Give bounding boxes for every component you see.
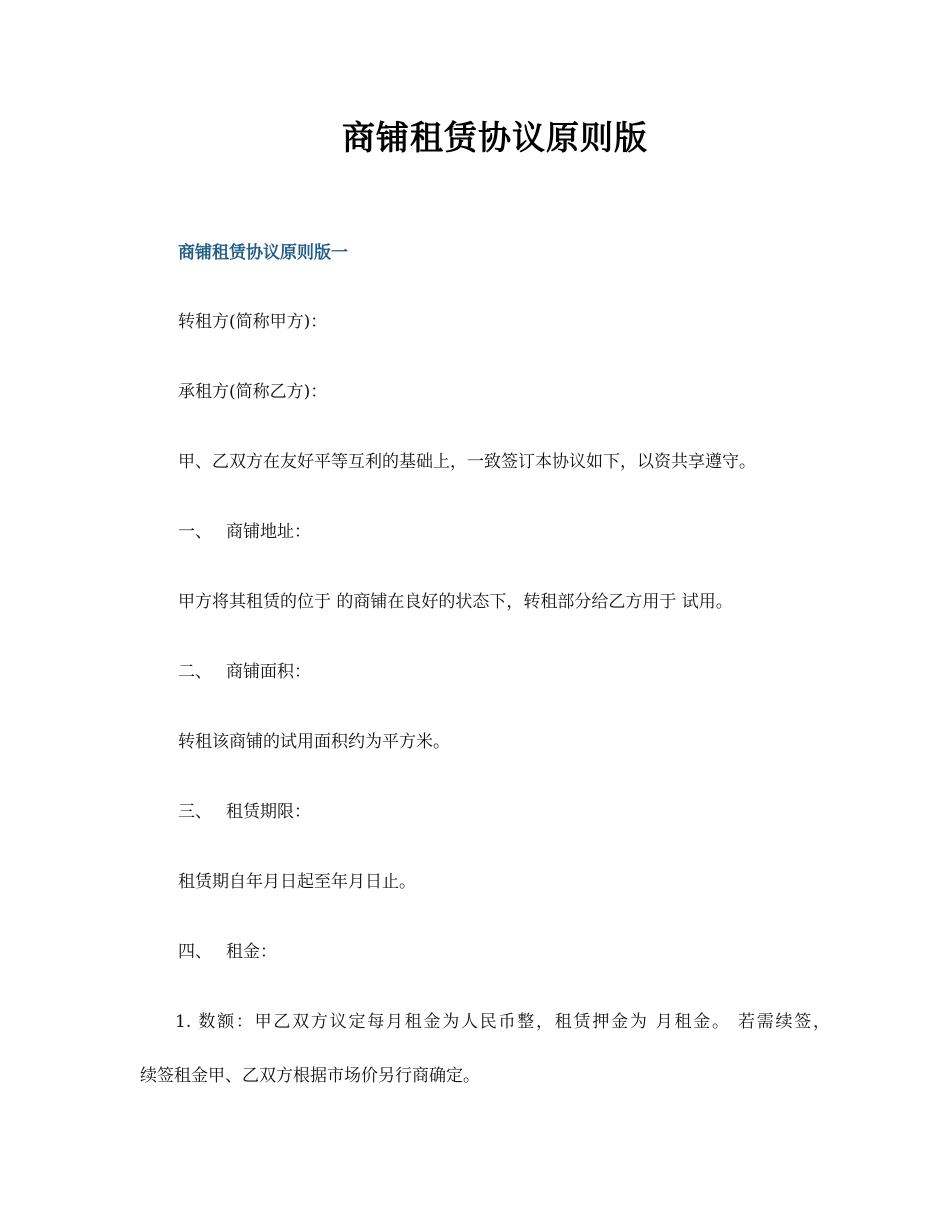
section-heading-text: 租赁期限： [226,802,311,822]
section-body-address: 甲方将其租赁的位于 的商铺在良好的状态下，转租部分给乙方用于 试用。 [178,592,733,612]
rent-clause-line-2: 续签租金甲、乙双方根据市场价另行商确定。 [140,1066,480,1086]
section-body-term: 租赁期自年月日起至年月日止。 [178,872,416,892]
document-subtitle: 商铺租赁协议原则版一 [178,243,348,263]
section-heading-address [178,520,311,544]
document-title: 商铺租赁协议原则版 [342,118,648,157]
rent-clause-line-1: 1. 数额：甲乙双方议定每月租金为人民币整，租赁押金为 月租金。 若需续签， [175,1012,830,1032]
section-number: 二、 [178,662,212,682]
section-heading-text: 商铺地址： [226,522,311,542]
sublessor-line: 转租方(简称甲方)： [178,312,328,332]
section-body-area: 转租该商铺的试用面积约为平方米。 [178,732,450,752]
section-heading-area [178,660,311,684]
section-heading-text: 租金： [226,942,277,962]
rent-clause-paragraph [140,1010,830,1088]
section-number: 四、 [178,942,212,962]
lessee-line: 承租方(简称乙方)： [178,382,328,402]
section-number: 一、 [178,522,212,542]
section-heading-term [178,800,311,824]
intro-paragraph: 甲、乙双方在友好平等互利的基础上，一致签订本协议如下，以资共享遵守。 [178,452,756,472]
section-heading-rent [178,940,277,964]
section-number: 三、 [178,802,212,822]
section-heading-text: 商铺面积： [226,662,311,682]
